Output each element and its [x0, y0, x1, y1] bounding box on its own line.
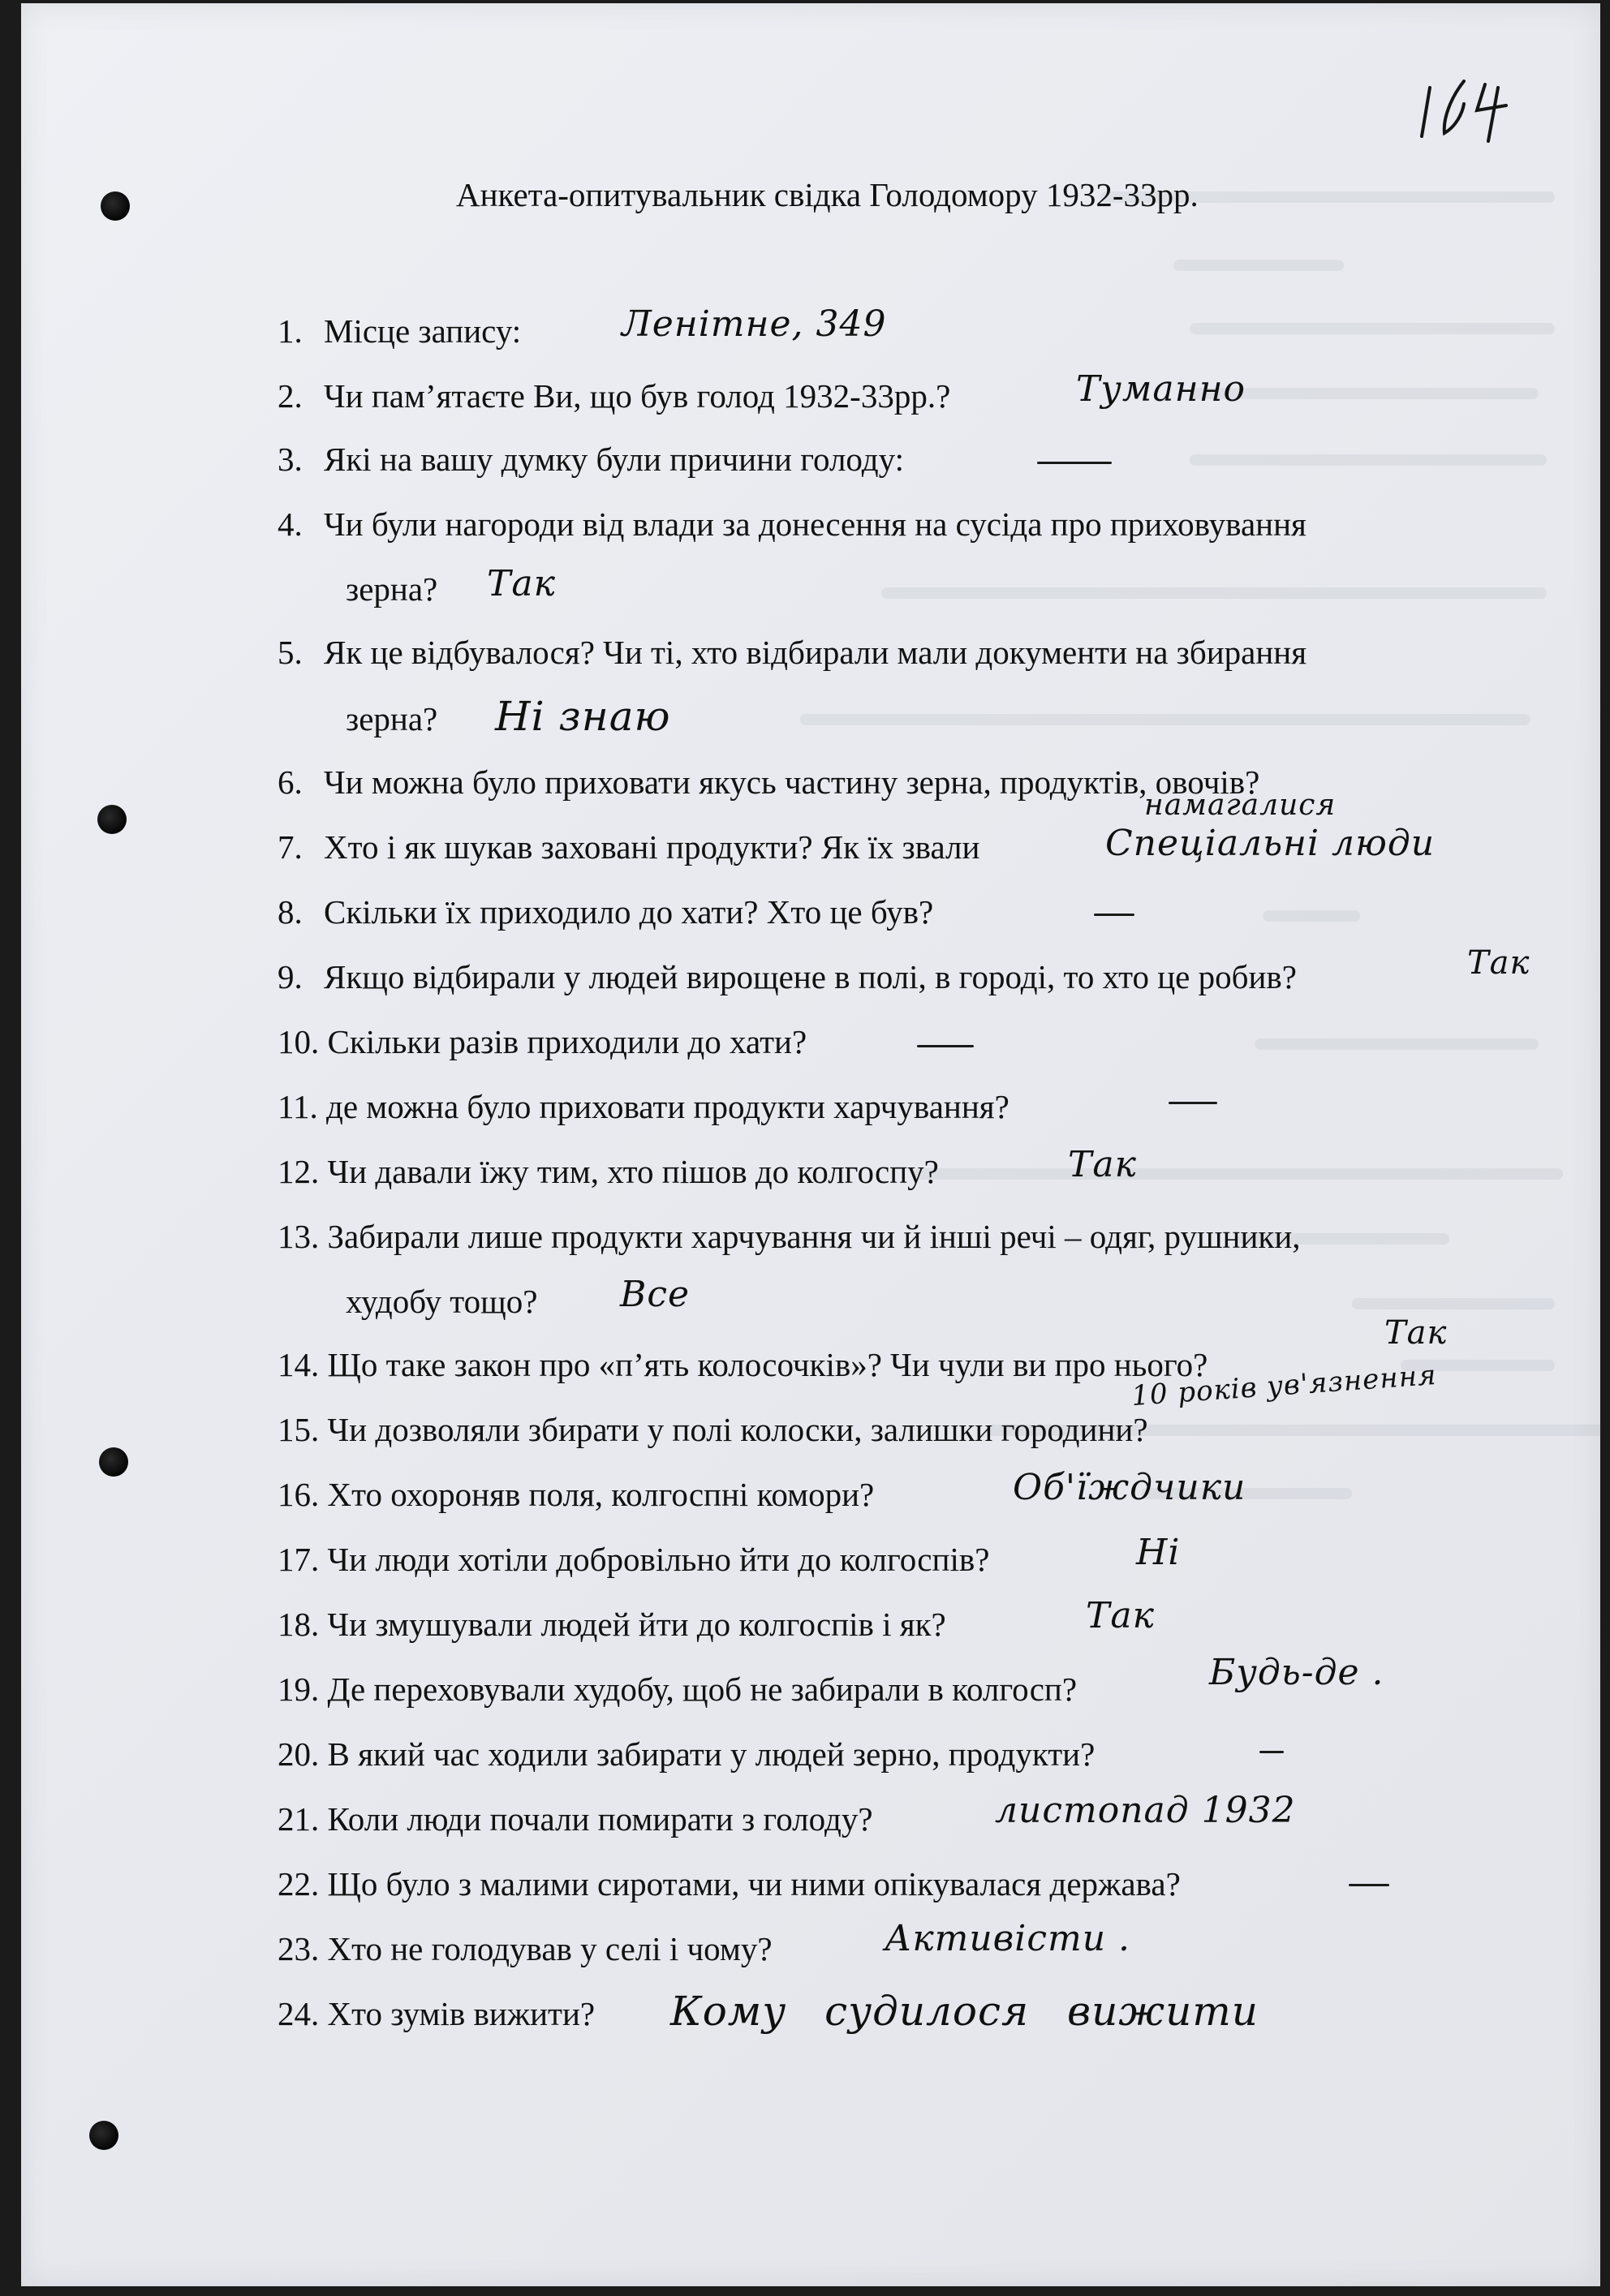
answer-19: Будь-де . [1209, 1652, 1384, 1693]
question-21 [278, 1799, 873, 1838]
question-8 [278, 892, 933, 931]
answer-18: Так [1086, 1595, 1155, 1636]
question-text: Місце запису: [324, 312, 522, 350]
question-text: Хто охороняв поля, колгоспні комори? [327, 1476, 875, 1513]
question-number: 14. [278, 1346, 320, 1383]
answer-23: Активісти . [885, 1918, 1131, 1959]
question-4 [278, 505, 1307, 544]
answer-2: Туманно [1076, 368, 1246, 410]
question-2 [278, 376, 950, 415]
question-text: Які на вашу думку були причини голоду: [324, 441, 904, 478]
question-text: Чи люди хотіли добровільно йти до колгоспів? [327, 1541, 990, 1578]
question-7 [278, 828, 979, 866]
question-number: 19. [278, 1670, 320, 1708]
answer-11-dash [1169, 1102, 1217, 1104]
question-number: 12. [278, 1153, 320, 1190]
question-text: В який час ходили забирати у людей зерно, продукти? [327, 1735, 1096, 1773]
question-5-continuation: зерна? [346, 700, 438, 737]
answer-14: Так [1384, 1314, 1448, 1352]
question-number: 6. [278, 763, 303, 801]
answer-15-above: 10 років ув'язнення [1130, 1358, 1438, 1413]
question-number: 9. [278, 958, 303, 995]
question-text: Скільки їх приходило до хати? Хто це був? [324, 893, 934, 931]
question-19 [278, 1670, 1077, 1709]
question-12 [278, 1152, 939, 1191]
answer-17: Ні [1136, 1532, 1181, 1573]
question-text: Скільки разів приходили до хати? [327, 1023, 807, 1060]
question-text: Коли люди почали помирати з голоду? [327, 1800, 873, 1838]
question-number: 1. [278, 312, 303, 350]
question-text: Що таке закон про «п’ять колосочків»? Чи чули ви про нього? [327, 1346, 1208, 1383]
question-number: 20. [278, 1735, 320, 1773]
answer-13: Все [620, 1274, 691, 1315]
question-text: Як це відбувалося? Чи ті, хто відбирали мали документи на збирання [324, 634, 1307, 671]
answer-24: Кому судилося вижити [670, 1988, 1259, 2035]
answer-9: Так [1467, 944, 1530, 982]
question-text: Де переховували худобу, щоб не забирали в колгосп? [327, 1670, 1078, 1708]
question-14 [278, 1345, 1208, 1384]
question-number: 21. [278, 1800, 320, 1838]
question-number: 18. [278, 1606, 320, 1643]
question-number: 2. [278, 377, 303, 415]
question-24 [278, 1994, 595, 2033]
question-number: 4. [278, 505, 303, 543]
question-15 [278, 1410, 1148, 1449]
question-text: Хто не голодував у селі і чому? [327, 1930, 773, 1967]
question-text: Чи можна було приховати якусь частину зерна, продуктів, овочів? [324, 763, 1260, 801]
answer-12: Так [1068, 1144, 1137, 1185]
question-number: 3. [278, 441, 303, 478]
question-16 [278, 1475, 874, 1514]
question-10 [278, 1022, 807, 1061]
question-number: 7. [278, 828, 303, 866]
question-text: Чи давали їжу тим, хто пішов до колгоспу? [327, 1153, 939, 1190]
question-11 [278, 1087, 1009, 1126]
question-number: 16. [278, 1476, 320, 1513]
question-23 [278, 1929, 773, 1968]
question-number: 22. [278, 1865, 320, 1903]
question-1 [278, 312, 521, 350]
question-13 [278, 1217, 1301, 1256]
question-text: Якщо відбирали у людей вирощене в полі, в городі, то хто це робив? [324, 958, 1297, 995]
answer-16: Об'їждчики [1013, 1467, 1246, 1508]
question-9 [278, 957, 1297, 996]
question-number: 15. [278, 1411, 320, 1448]
answer-3-dash [1037, 462, 1112, 464]
answer-20-dash [1259, 1751, 1284, 1753]
question-text: Чи були нагороди від влади за донесення на сусіда про приховування [324, 505, 1307, 543]
question-text: Хто і як шукав заховані продукти? Як їх звали [324, 828, 980, 866]
answer-22-dash [1349, 1884, 1389, 1886]
question-text: Чи дозволяли збирати у полі колоски, залишки городини? [327, 1411, 1148, 1448]
answer-5: Ні знаю [495, 693, 671, 740]
answer-1: Ленітне, 349 [622, 303, 887, 345]
question-number: 8. [278, 893, 303, 931]
question-list [21, 3, 1600, 2286]
question-18 [278, 1605, 946, 1644]
question-4-continuation: зерна? [346, 570, 438, 608]
question-number: 5. [278, 634, 303, 671]
question-number: 17. [278, 1541, 320, 1578]
question-3 [278, 440, 904, 479]
question-number: 13. [278, 1218, 320, 1255]
answer-7-above: намагалися [1144, 789, 1337, 822]
answer-4: Так [487, 563, 556, 604]
question-text: Чи пам’ятаєте Ви, що був голод 1932-33рр.? [324, 377, 951, 415]
question-20 [278, 1735, 1095, 1774]
question-text: Хто зумів вижити? [327, 1995, 596, 2032]
question-text: Чи змушували людей йти до колгоспів і як? [327, 1606, 946, 1643]
answer-8-dash [1094, 914, 1134, 916]
question-number: 11. [278, 1088, 318, 1125]
question-number: 10. [278, 1023, 320, 1060]
answer-7: Спеціальні люди [1105, 823, 1436, 864]
answer-10-dash [917, 1045, 974, 1047]
question-22 [278, 1864, 1181, 1903]
question-text: Що було з малими сиротами, чи ними опікувалася держава? [327, 1865, 1181, 1903]
question-text: де можна було приховати продукти харчування? [325, 1088, 1009, 1125]
document-title: Анкета-опитувальник свідка Голодомору 1932-33рр. [456, 176, 1199, 213]
question-text: Забирали лише продукти харчування чи й інші речі – одяг, рушники, [327, 1218, 1301, 1255]
answer-21: листопад 1932 [995, 1790, 1296, 1831]
question-6 [278, 763, 1259, 802]
question-5 [278, 633, 1307, 672]
questionnaire-page [21, 3, 1600, 2286]
question-13-continuation: худобу тощо? [346, 1283, 538, 1320]
question-number: 24. [278, 1995, 320, 2032]
question-17 [278, 1540, 989, 1579]
question-number: 23. [278, 1930, 320, 1967]
